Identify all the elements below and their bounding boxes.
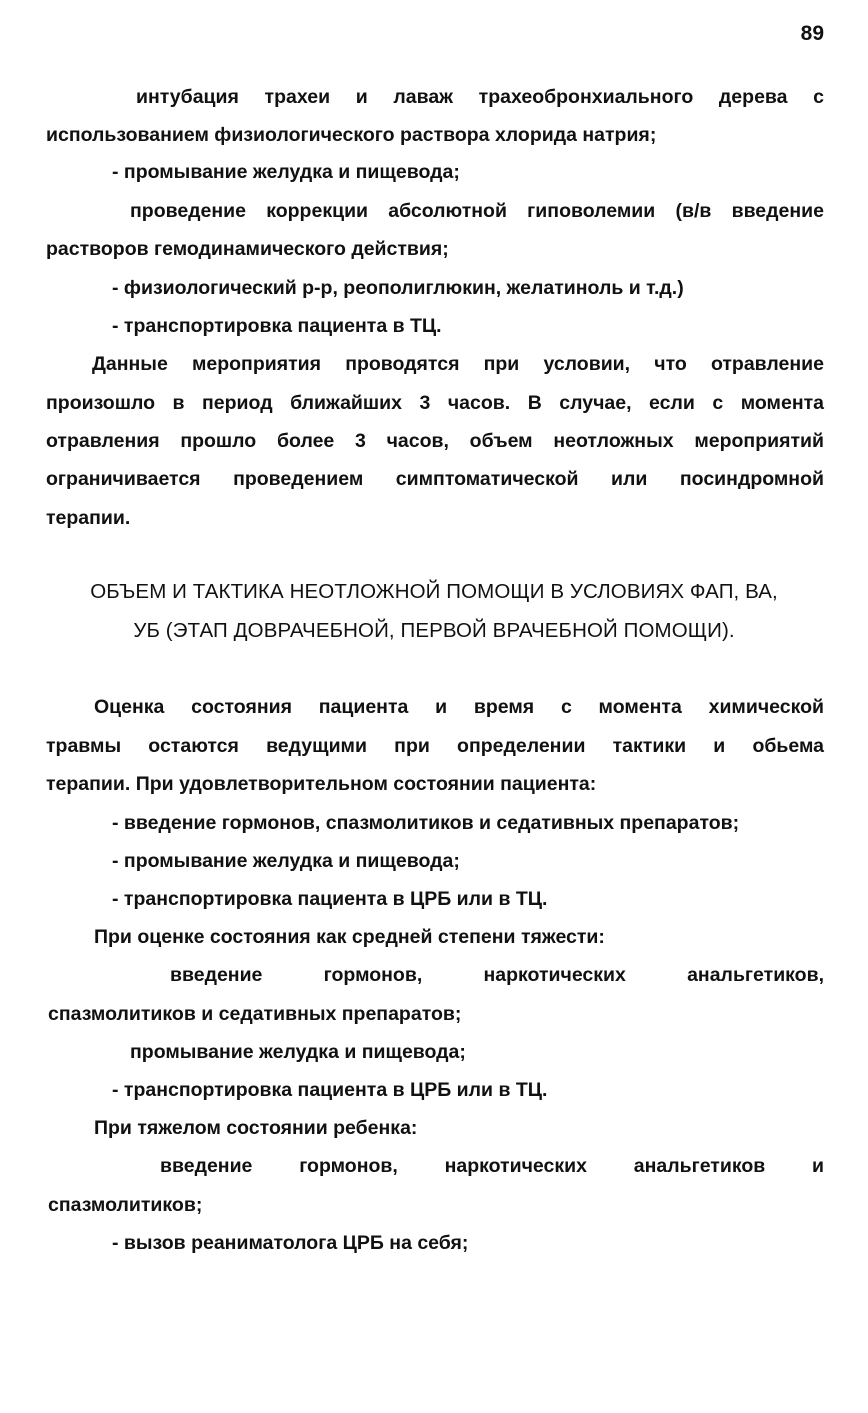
list-item: - промывание желудка и пищевода; — [112, 850, 460, 872]
list-item: - вызов реаниматолога ЦРБ на себя; — [112, 1232, 469, 1254]
text-line: спазмолитиков; — [48, 1194, 203, 1216]
section-heading: УБ (ЭТАП ДОВРАЧЕБНОЙ, ПЕРВОЙ ВРАЧЕБНОЙ ПОМОЩИ). — [133, 619, 735, 642]
subheading-line: При тяжелом состоянии ребенка: — [94, 1117, 418, 1139]
list-item: - введение гормонов, спазмолитиков и седативных препаратов; — [112, 812, 740, 834]
text-line: интубация трахеи и лаваж трахеобронхиального дерева с — [136, 86, 824, 108]
list-item: - транспортировка пациента в ЦРБ или в ТЦ. — [112, 888, 548, 910]
page-number: 89 — [800, 22, 824, 45]
subheading-line: При оценке состояния как средней степени тяжести: — [94, 926, 605, 948]
text-line: проведение коррекции абсолютной гиповолемии (в/в введение — [130, 200, 824, 222]
list-item: - физиологический р-р, реополиглюкин, желатиноль и т.д.) — [112, 277, 684, 299]
text-line: спазмолитиков и седативных препаратов; — [48, 1003, 462, 1025]
list-item: - транспортировка пациента в ЦРБ или в ТЦ. — [112, 1079, 548, 1101]
paragraph-line: произошло в период ближайших 3 часов. В случае, если с момента — [46, 392, 824, 414]
paragraph-line: терапии. При удовлетворительном состоянии пациента: — [46, 773, 597, 795]
list-item: - промывание желудка и пищевода; — [112, 161, 460, 183]
paragraph-line: терапии. — [46, 507, 131, 529]
paragraph-line: Данные мероприятия проводятся при условии, что отравление — [92, 353, 824, 375]
text-line: введение гормонов, наркотических анальгетиков, — [170, 964, 824, 986]
paragraph-line: отравления прошло более 3 часов, объем неотложных мероприятий — [46, 430, 824, 452]
list-item: промывание желудка и пищевода; — [130, 1041, 466, 1063]
text-line: использованием физиологического раствора хлорида натрия; — [46, 124, 657, 146]
paragraph-line: ограничивается проведением симптоматической или посиндромной — [46, 468, 824, 490]
section-heading: ОБЪЕМ И ТАКТИКА НЕОТЛОЖНОЙ ПОМОЩИ В УСЛОВИЯХ ФАП, ВА, — [90, 580, 778, 603]
list-item: - транспортировка пациента в ТЦ. — [112, 315, 442, 337]
text-line: введение гормонов, наркотических анальгетиков и — [160, 1155, 824, 1177]
paragraph-line: Оценка состояния пациента и время с момента химической — [94, 696, 824, 718]
paragraph-line: травмы остаются ведущими при определении тактики и обьема — [46, 735, 824, 757]
text-line: растворов гемодинамического действия; — [46, 238, 449, 260]
